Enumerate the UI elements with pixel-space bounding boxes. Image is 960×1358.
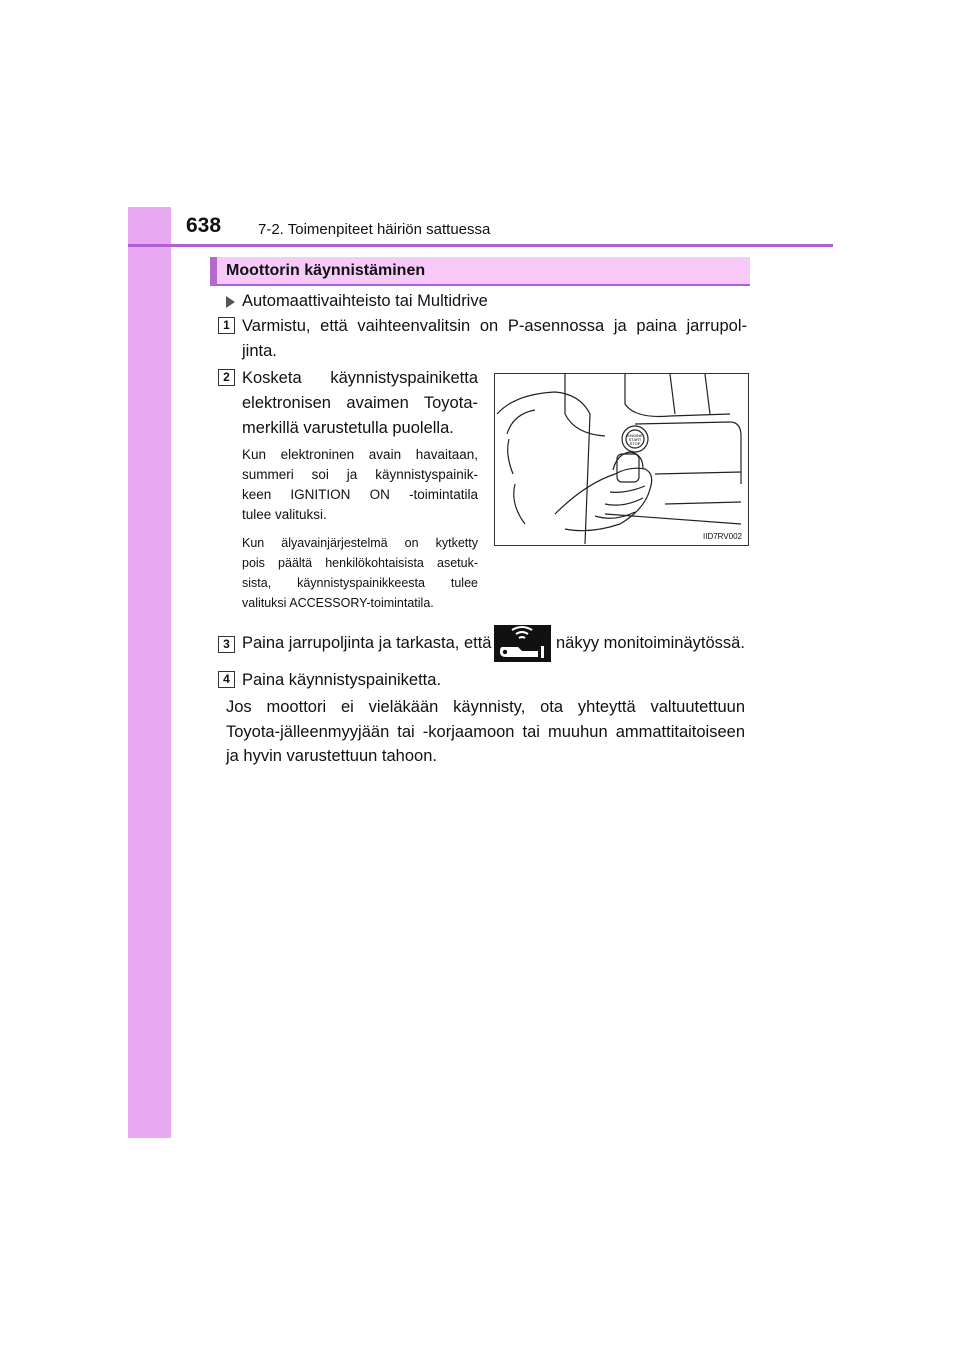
note-1-line1: Kun elektroninen avain havaitaan, xyxy=(242,447,478,462)
note-1-line4: tulee valituksi. xyxy=(242,507,327,522)
step-2-text-line3: merkillä varustetulla puolella. xyxy=(242,419,454,437)
chapter-title: 7-2. Toimenpiteet häiriön sattuessa xyxy=(258,221,491,238)
step-3-text-after: näkyy monitoiminäytössä. xyxy=(556,634,745,652)
illustration-code: IID7RV002 xyxy=(703,532,742,541)
note-1-line3: keen IGNITION ON -toimintatila xyxy=(242,487,478,502)
step-1-text-line2: jinta. xyxy=(242,342,277,360)
chapter-sidebar-tab xyxy=(128,207,171,1138)
header-rule xyxy=(128,244,833,247)
closing-line2: Toyota-jälleenmyyjään tai -korjaamoon tai muuhun ammattitaitoiseen xyxy=(226,723,745,741)
start-button-illustration xyxy=(494,373,749,546)
section-title: Moottorin käynnistäminen xyxy=(226,262,426,279)
page-number: 638 xyxy=(186,214,222,237)
subsection-label: Automaattivaihteisto tai Multidrive xyxy=(242,292,488,310)
note-2-line1: Kun älyavainjärjestelmä on kytketty xyxy=(242,536,478,550)
illustration-button-label-mid: START xyxy=(628,437,642,442)
note-2-line4: valituksi ACCESSORY-toimintatila. xyxy=(242,596,434,610)
illustration-drawing xyxy=(495,374,748,545)
closing-line1: Jos moottori ei vieläkään käynnisty, ota yhteyttä valtuutettuun xyxy=(226,698,745,716)
illustration-button-label-bot: STOP xyxy=(629,441,641,446)
note-2-line3: sista, käynnistyspainikkeesta tulee xyxy=(242,576,478,590)
step-number-2: 2 xyxy=(218,369,235,386)
step-number-3: 3 xyxy=(218,636,235,653)
closing-line3: ja hyvin varustettuun tahoon. xyxy=(226,747,437,765)
step-number-1: 1 xyxy=(218,317,235,334)
step-2-text-line1: Kosketa käynnistyspainiketta xyxy=(242,369,478,387)
step-3-text-before: Paina jarrupoljinta ja tarkasta, että xyxy=(242,634,492,652)
triangle-right-icon xyxy=(226,296,235,308)
step-4-text: Paina käynnistyspainiketta. xyxy=(242,671,442,689)
step-number-4: 4 xyxy=(218,671,235,688)
illustration-button-label-top: ENGINE xyxy=(627,433,643,438)
step-2-text-line2: elektronisen avaimen Toyota- xyxy=(242,394,478,412)
section-heading-accent xyxy=(210,257,217,286)
key-not-detected-indicator-icon xyxy=(494,625,551,662)
note-1-line2: summeri soi ja käynnistyspainik- xyxy=(242,467,478,482)
step-1-text-line1: Varmistu, että vaihteenvalitsin on P-asennossa ja paina jarrupol- xyxy=(242,317,747,335)
note-2-line2: pois päältä henkilökohtaisista asetuk- xyxy=(242,556,478,570)
